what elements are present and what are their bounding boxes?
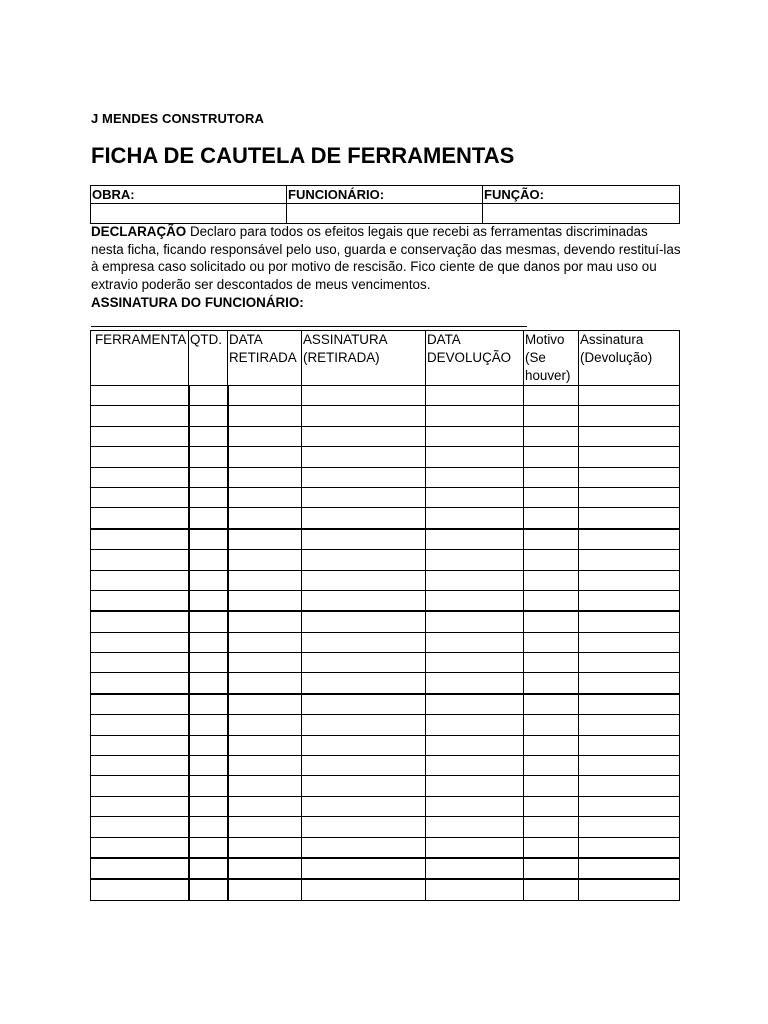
table-cell[interactable] [91, 611, 189, 632]
table-cell[interactable] [228, 776, 302, 796]
table-cell[interactable] [189, 406, 228, 426]
table-cell[interactable] [524, 735, 579, 755]
table-cell[interactable] [579, 467, 680, 487]
column-header-line: QTD. [190, 332, 222, 347]
table-cell[interactable] [189, 735, 228, 755]
table-row [91, 715, 680, 735]
table-cell[interactable] [579, 837, 680, 858]
table-cell[interactable] [302, 611, 426, 632]
table-cell[interactable] [426, 611, 524, 632]
table-cell[interactable] [228, 590, 302, 611]
table-cell[interactable] [189, 611, 228, 632]
column-header [302, 331, 426, 386]
table-cell[interactable] [579, 570, 680, 590]
table-cell[interactable] [579, 653, 680, 673]
table-row [91, 487, 680, 507]
table-row [91, 611, 680, 632]
table-cell[interactable] [189, 590, 228, 611]
table-cell[interactable] [189, 632, 228, 652]
table-cell[interactable] [426, 735, 524, 755]
table-cell[interactable] [302, 632, 426, 652]
table-cell[interactable] [189, 447, 228, 467]
table-cell[interactable] [426, 590, 524, 611]
table-cell[interactable] [302, 529, 426, 550]
table-cell[interactable] [579, 426, 680, 446]
table-cell[interactable] [228, 837, 302, 858]
table-cell[interactable] [426, 508, 524, 529]
table-cell[interactable] [91, 467, 189, 487]
table-cell[interactable] [91, 715, 189, 735]
table-cell[interactable] [228, 570, 302, 590]
table-row [91, 837, 680, 858]
table-cell[interactable] [524, 487, 579, 507]
table-row [91, 673, 680, 694]
table-cell[interactable] [189, 653, 228, 673]
column-header-line: DATA [427, 332, 461, 347]
table-cell[interactable] [91, 447, 189, 467]
table-cell[interactable] [579, 858, 680, 879]
table-cell[interactable] [524, 611, 579, 632]
table-cell[interactable] [302, 386, 426, 406]
table-row [91, 756, 680, 776]
table-row [91, 590, 680, 611]
column-header-line: houver) [525, 368, 571, 383]
table-cell[interactable] [91, 879, 189, 900]
table-cell[interactable] [524, 570, 579, 590]
column-header-line: Assinatura [580, 332, 644, 347]
table-cell[interactable] [189, 776, 228, 796]
table-row [91, 879, 680, 900]
column-header-line: (Se [525, 350, 546, 365]
table-cell[interactable] [228, 653, 302, 673]
table-cell[interactable] [228, 406, 302, 426]
table-cell[interactable] [524, 776, 579, 796]
table-cell[interactable] [302, 796, 426, 816]
table-row [91, 550, 680, 570]
table-cell[interactable] [579, 386, 680, 406]
funcao-label: FUNÇÃO: [483, 186, 680, 204]
table-row [91, 508, 680, 529]
table-cell[interactable] [302, 590, 426, 611]
declaration-text: Declaro para todos os efeitos legais que recebi as ferramentas discriminadas nesta ficha, ficando responsável pelo uso, guarda e conservação das mesmas, devendo restituí-las à empresa caso solicitado ou por motivo de rescisão. Fico ciente de que danos por mau uso ou extravio poderão ser descontados de meus vencimentos. [91, 224, 681, 292]
table-cell[interactable] [579, 529, 680, 550]
table-body [91, 386, 680, 901]
company-name: J MENDES CONSTRUTORA [91, 111, 264, 126]
table-cell[interactable] [91, 406, 189, 426]
table-row [91, 694, 680, 715]
table-row [91, 817, 680, 837]
table-cell[interactable] [228, 673, 302, 694]
table-cell[interactable] [189, 467, 228, 487]
table-row [91, 529, 680, 550]
table-cell[interactable] [189, 817, 228, 837]
table-cell[interactable] [189, 858, 228, 879]
table-cell[interactable] [228, 467, 302, 487]
table-cell[interactable] [426, 776, 524, 796]
column-header [189, 331, 228, 386]
column-header-line: DATA [229, 332, 263, 347]
table-cell[interactable] [524, 632, 579, 652]
funcionario-field[interactable] [287, 204, 483, 224]
table-cell[interactable] [426, 467, 524, 487]
table-cell[interactable] [189, 694, 228, 715]
table-cell[interactable] [426, 426, 524, 446]
column-header-line: ASSINATURA [303, 332, 388, 347]
table-cell[interactable] [579, 715, 680, 735]
table-cell[interactable] [524, 837, 579, 858]
table-cell[interactable] [524, 590, 579, 611]
declaration-lead: DECLARAÇÃO [91, 224, 187, 239]
table-cell[interactable] [228, 858, 302, 879]
table-cell[interactable] [302, 776, 426, 796]
table-cell[interactable] [426, 837, 524, 858]
table-cell[interactable] [426, 529, 524, 550]
table-cell[interactable] [302, 756, 426, 776]
table-cell[interactable] [524, 529, 579, 550]
table-cell[interactable] [579, 735, 680, 755]
table-cell[interactable] [579, 879, 680, 900]
table-cell[interactable] [302, 570, 426, 590]
obra-label: OBRA: [91, 186, 287, 204]
table-cell[interactable] [228, 796, 302, 816]
table-cell[interactable] [189, 673, 228, 694]
table-cell[interactable] [426, 879, 524, 900]
table-row [91, 776, 680, 796]
table-cell[interactable] [91, 735, 189, 755]
header-fields-table [90, 185, 680, 224]
table-cell[interactable] [228, 487, 302, 507]
table-cell[interactable] [228, 508, 302, 529]
table-cell[interactable] [91, 817, 189, 837]
column-header-line: RETIRADA [229, 350, 297, 365]
table-cell[interactable] [189, 570, 228, 590]
table-cell[interactable] [426, 653, 524, 673]
table-cell[interactable] [228, 447, 302, 467]
table-cell[interactable] [189, 426, 228, 446]
column-header [91, 331, 189, 386]
table-cell[interactable] [302, 467, 426, 487]
table-cell[interactable] [579, 487, 680, 507]
table-cell[interactable] [91, 858, 189, 879]
table-cell[interactable] [91, 837, 189, 858]
table-cell[interactable] [579, 817, 680, 837]
table-cell[interactable] [426, 550, 524, 570]
table-cell[interactable] [302, 837, 426, 858]
table-cell[interactable] [189, 529, 228, 550]
table-cell[interactable] [189, 715, 228, 735]
table-cell[interactable] [579, 673, 680, 694]
table-cell[interactable] [91, 386, 189, 406]
table-cell[interactable] [524, 796, 579, 816]
table-cell[interactable] [302, 858, 426, 879]
table-cell[interactable] [579, 447, 680, 467]
table-cell[interactable] [579, 776, 680, 796]
table-row [91, 570, 680, 590]
column-header-line: DEVOLUÇÃO [427, 350, 512, 365]
table-cell[interactable] [524, 467, 579, 487]
table-cell[interactable] [426, 715, 524, 735]
table-cell[interactable] [91, 756, 189, 776]
table-cell[interactable] [579, 694, 680, 715]
table-cell[interactable] [228, 529, 302, 550]
table-cell[interactable] [189, 550, 228, 570]
table-cell[interactable] [426, 817, 524, 837]
column-header [524, 331, 579, 386]
table-cell[interactable] [579, 406, 680, 426]
table-cell[interactable] [524, 653, 579, 673]
table-cell[interactable] [524, 817, 579, 837]
column-header-line: (Devolução) [580, 350, 653, 365]
table-cell[interactable] [524, 508, 579, 529]
table-cell[interactable] [524, 715, 579, 735]
column-header [579, 331, 680, 386]
table-cell[interactable] [524, 406, 579, 426]
table-cell[interactable] [228, 735, 302, 755]
table-cell[interactable] [302, 694, 426, 715]
table-cell[interactable] [302, 550, 426, 570]
table-cell[interactable] [524, 694, 579, 715]
signature-line[interactable] [91, 326, 527, 327]
table-row [91, 386, 680, 406]
tools-table [90, 330, 680, 901]
table-cell[interactable] [228, 611, 302, 632]
table-cell[interactable] [302, 735, 426, 755]
table-cell[interactable] [302, 447, 426, 467]
table-cell[interactable] [91, 694, 189, 715]
table-cell[interactable] [91, 632, 189, 652]
table-cell[interactable] [579, 796, 680, 816]
table-cell[interactable] [91, 673, 189, 694]
table-cell[interactable] [302, 879, 426, 900]
table-row [91, 467, 680, 487]
signature-label: ASSINATURA DO FUNCIONÁRIO: [91, 295, 304, 310]
table-cell[interactable] [91, 529, 189, 550]
table-cell[interactable] [426, 694, 524, 715]
table-cell[interactable] [426, 756, 524, 776]
table-cell[interactable] [302, 406, 426, 426]
table-cell[interactable] [426, 632, 524, 652]
table-cell[interactable] [579, 632, 680, 652]
table-cell[interactable] [524, 447, 579, 467]
table-cell[interactable] [426, 447, 524, 467]
page-title: FICHA DE CAUTELA DE FERRAMENTAS [91, 143, 515, 168]
table-cell[interactable] [228, 386, 302, 406]
table-cell[interactable] [189, 487, 228, 507]
table-cell[interactable] [426, 406, 524, 426]
funcao-field[interactable] [483, 204, 680, 224]
table-cell[interactable] [302, 673, 426, 694]
column-header [228, 331, 302, 386]
table-cell[interactable] [524, 426, 579, 446]
table-cell[interactable] [426, 487, 524, 507]
table-cell[interactable] [579, 508, 680, 529]
table-cell[interactable] [524, 879, 579, 900]
table-row [91, 632, 680, 652]
column-header [426, 331, 524, 386]
table-cell[interactable] [91, 590, 189, 611]
table-cell[interactable] [302, 653, 426, 673]
table-cell[interactable] [91, 653, 189, 673]
table-cell[interactable] [524, 550, 579, 570]
table-cell[interactable] [579, 590, 680, 611]
table-row [91, 858, 680, 879]
table-cell[interactable] [426, 858, 524, 879]
table-cell[interactable] [524, 858, 579, 879]
column-header-line: FERRAMENTA [95, 332, 187, 347]
table-cell[interactable] [91, 570, 189, 590]
table-cell[interactable] [228, 817, 302, 837]
table-row [91, 735, 680, 755]
table-cell[interactable] [302, 426, 426, 446]
table-cell[interactable] [228, 550, 302, 570]
funcionario-label: FUNCIONÁRIO: [287, 186, 483, 204]
table-row [91, 406, 680, 426]
table-cell[interactable] [91, 426, 189, 446]
table-cell[interactable] [579, 756, 680, 776]
table-cell[interactable] [302, 817, 426, 837]
table-cell[interactable] [426, 796, 524, 816]
column-header-line: Motivo [525, 332, 565, 347]
table-cell[interactable] [91, 796, 189, 816]
table-cell[interactable] [426, 386, 524, 406]
column-header-line: (RETIRADA) [303, 350, 380, 365]
table-row [91, 426, 680, 446]
obra-field[interactable] [91, 204, 287, 224]
table-row [91, 796, 680, 816]
table-cell[interactable] [91, 487, 189, 507]
table-cell[interactable] [228, 756, 302, 776]
table-cell[interactable] [426, 570, 524, 590]
table-header-row [91, 331, 680, 386]
table-cell[interactable] [189, 879, 228, 900]
table-cell[interactable] [189, 837, 228, 858]
table-cell[interactable] [91, 550, 189, 570]
table-cell[interactable] [302, 508, 426, 529]
table-cell[interactable] [91, 508, 189, 529]
table-cell[interactable] [189, 756, 228, 776]
table-cell[interactable] [189, 796, 228, 816]
declaration-paragraph [91, 223, 681, 293]
table-cell[interactable] [524, 756, 579, 776]
table-cell[interactable] [228, 715, 302, 735]
table-cell[interactable] [426, 673, 524, 694]
table-row [91, 653, 680, 673]
table-cell[interactable] [228, 694, 302, 715]
table-cell[interactable] [302, 715, 426, 735]
table-cell[interactable] [579, 550, 680, 570]
table-cell[interactable] [228, 879, 302, 900]
table-cell[interactable] [91, 776, 189, 796]
table-cell[interactable] [228, 426, 302, 446]
table-cell[interactable] [579, 611, 680, 632]
table-cell[interactable] [228, 632, 302, 652]
table-cell[interactable] [189, 386, 228, 406]
table-cell[interactable] [302, 487, 426, 507]
table-cell[interactable] [524, 673, 579, 694]
table-cell[interactable] [524, 386, 579, 406]
table-row [91, 447, 680, 467]
table-cell[interactable] [189, 508, 228, 529]
